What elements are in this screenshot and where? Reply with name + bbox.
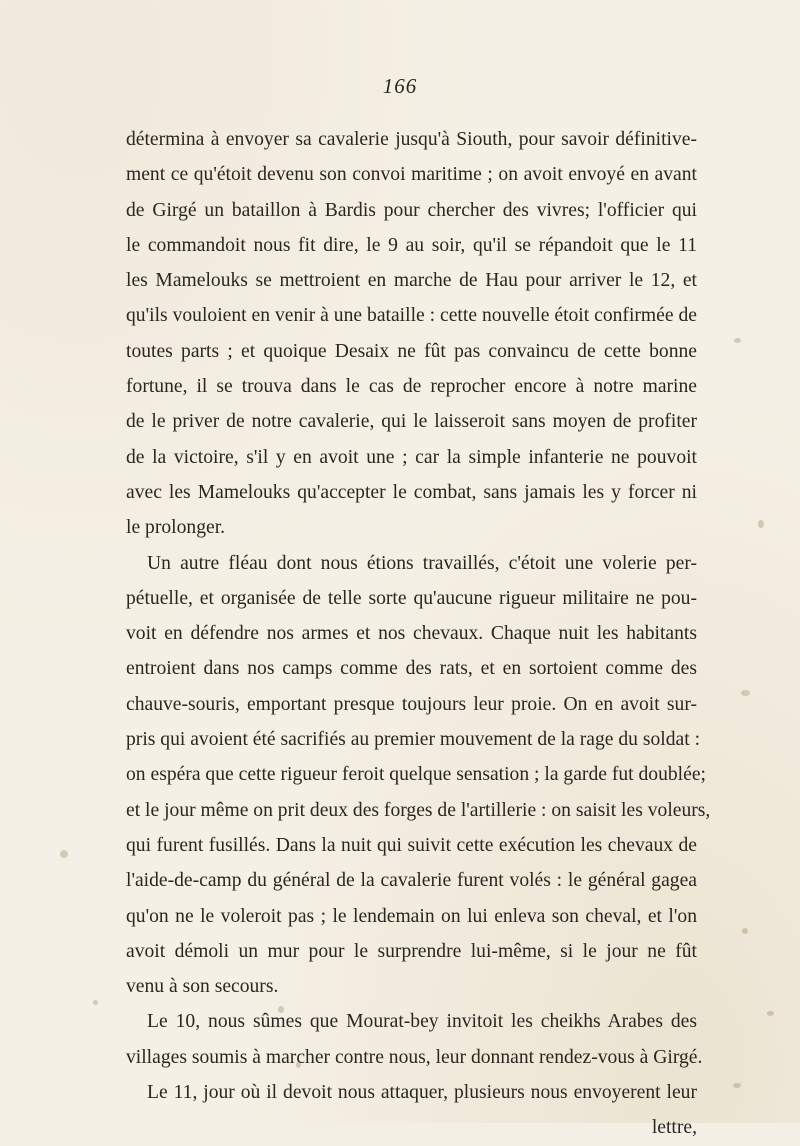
body-text bbox=[126, 122, 711, 1146]
text-line: toutes parts ; et quoique Desaix ne fût pas convaincu de cette bonne bbox=[126, 340, 697, 362]
paper-speck bbox=[742, 928, 748, 934]
text-line: Le 10, nous sûmes que Mourat-bey invitoit les cheikhs Arabes des bbox=[147, 1011, 697, 1033]
page-number: 166 bbox=[382, 74, 418, 98]
text-line: pris qui avoient été sacrifiés au premier mouvement de la rage du soldat : bbox=[126, 729, 701, 751]
text-line: de la victoire, s'il y en avoit une ; car la simple infanterie ne pouvoit bbox=[126, 446, 697, 468]
text-line: villages soumis à marcher contre nous, leur donnant rendez-vous à Girgé. bbox=[126, 1046, 703, 1068]
text-line: on espéra que cette rigueur feroit quelque sensation ; la garde fut doublée; bbox=[126, 764, 706, 786]
text-line: ment ce qu'étoit devenu son convoi maritime ; on avoit envoyé en avant bbox=[126, 164, 697, 186]
text-line: et le jour même on prit deux des forges de l'artillerie : on saisit les voleurs, bbox=[126, 799, 711, 821]
text-line: avec les Mamelouks qu'accepter le combat, sans jamais les y forcer ni bbox=[126, 481, 697, 503]
paper-speck bbox=[60, 850, 68, 858]
paper-speck bbox=[93, 1000, 98, 1005]
text-line: entroient dans nos camps comme des rats, et en sortoient comme des bbox=[126, 658, 697, 680]
paper-speck bbox=[733, 1083, 741, 1088]
text-line: Un autre fléau dont nous étions travaillés, c'étoit une volerie per- bbox=[147, 552, 697, 574]
text-line: qu'ils vouloient en venir à une bataille : cette nouvelle étoit confirmée de bbox=[126, 305, 697, 327]
text-line: le prolonger. bbox=[126, 517, 226, 539]
text-line: de le priver de notre cavalerie, qui le laisseroit sans moyen de profiter bbox=[126, 411, 697, 433]
text-line: Le 11, jour où il devoit nous attaquer, plusieurs nous envoyerent leur bbox=[147, 1082, 697, 1104]
text-line: pétuelle, et organisée de telle sorte qu'aucune rigueur militaire ne pou- bbox=[126, 587, 697, 609]
catchword: lettre, bbox=[651, 1117, 697, 1139]
paper-speck bbox=[278, 1006, 284, 1013]
text-line: qui furent fusillés. Dans la nuit qui suivit cette exécution les chevaux de bbox=[126, 834, 697, 856]
paper-speck bbox=[296, 1061, 301, 1068]
text-line: avoit démoli un mur pour le surprendre lui-même, si le jour ne fût bbox=[126, 940, 697, 962]
text-line: l'aide-de-camp du général de la cavalerie furent volés : le général gagea bbox=[126, 870, 697, 892]
text-line: les Mamelouks se mettroient en marche de Hau pour arriver le 12, et bbox=[126, 270, 697, 292]
paper-speck bbox=[767, 1011, 774, 1016]
text-line: venu à son secours. bbox=[126, 976, 279, 998]
text-line: qu'on ne le voleroit pas ; le lendemain on lui enleva son cheval, et l'on bbox=[126, 905, 697, 927]
text-line: voit en défendre nos armes et nos chevaux. Chaque nuit les habitants bbox=[126, 623, 697, 645]
paper-speck bbox=[758, 520, 764, 528]
text-line: le commandoit nous fit dire, le 9 au soir, qu'il se répandoit que le 11 bbox=[126, 234, 697, 256]
text-line: détermina à envoyer sa cavalerie jusqu'à Siouth, pour savoir définitive- bbox=[126, 129, 697, 150]
text-line: de Girgé un bataillon à Bardis pour chercher des vivres; l'officier qui bbox=[126, 199, 697, 221]
text-line: chauve-souris, emportant presque toujours leur proie. On en avoit sur- bbox=[126, 693, 697, 715]
text-line: fortune, il se trouva dans le cas de reprocher encore à notre marine bbox=[126, 376, 697, 398]
paper-speck bbox=[734, 338, 741, 343]
paper-speck bbox=[741, 690, 750, 696]
